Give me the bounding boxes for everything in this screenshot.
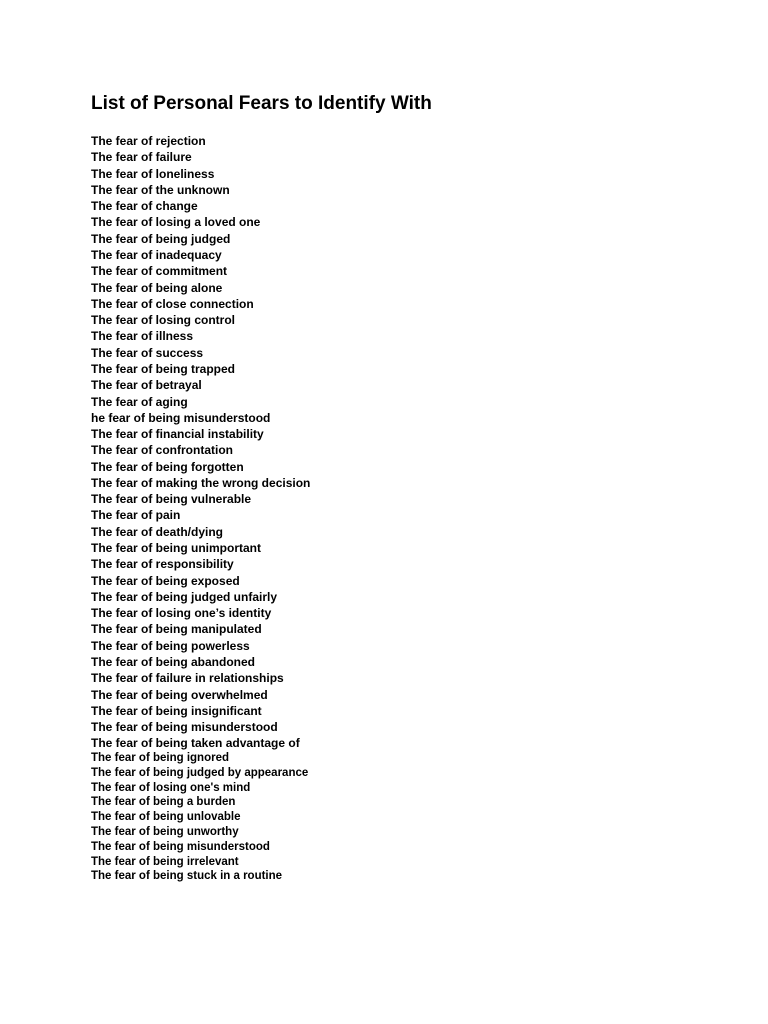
list-item: The fear of confrontation — [91, 443, 233, 458]
list-item: The fear of being ignored — [91, 752, 230, 764]
list-item: The fear of being unworthy — [91, 825, 239, 838]
list-item: The fear of being misunderstood — [91, 840, 270, 853]
fear-list-continued — [91, 751, 308, 884]
list-item: The fear of loneliness — [91, 166, 215, 181]
list-item: The fear of being overwhelmed — [91, 687, 268, 702]
fear-list — [91, 133, 310, 752]
list-item: The fear of success — [91, 345, 204, 360]
list-item: The fear of being misunderstood — [91, 720, 278, 735]
list-item: The fear of losing a loved one — [91, 215, 261, 230]
list-item: The fear of being judged by appearance — [91, 766, 309, 779]
list-item: The fear of being irrelevant — [91, 855, 239, 868]
list-item: The fear of being judged unfairly — [91, 589, 278, 604]
list-item: The fear of commitment — [91, 264, 228, 279]
list-item: The fear of being manipulated — [91, 622, 262, 637]
list-item: he fear of being misunderstood — [91, 410, 271, 425]
list-item: The fear of change — [91, 199, 198, 214]
document-title: List of Personal Fears to Identify With — [91, 93, 432, 114]
list-item: The fear of pain — [91, 508, 181, 523]
list-item: The fear of being unimportant — [91, 541, 261, 556]
list-item: The fear of being insignificant — [91, 703, 262, 718]
list-item: The fear of losing one’s identity — [91, 606, 272, 621]
list-item: The fear of being unlovable — [91, 811, 241, 824]
list-item: The fear of being taken advantage of — [91, 736, 300, 751]
list-item: The fear of failure — [91, 150, 192, 165]
list-item: The fear of rejection — [91, 134, 206, 148]
list-item: The fear of aging — [91, 394, 188, 409]
list-item: The fear of being a burden — [91, 796, 236, 809]
list-item: The fear of being trapped — [91, 361, 236, 376]
list-item: The fear of being abandoned — [91, 655, 256, 669]
list-item: The fear of being exposed — [91, 573, 240, 588]
list-item: The fear of losing control — [91, 313, 236, 328]
list-item: The fear of being forgotten — [91, 459, 244, 474]
list-item: The fear of responsibility — [91, 557, 234, 572]
list-item: The fear of being powerless — [91, 638, 250, 653]
list-item: The fear of being vulnerable — [91, 492, 252, 507]
list-item: The fear of the unknown — [91, 182, 230, 197]
list-item: The fear of failure in relationships — [91, 671, 284, 686]
list-item: The fear of close connection — [91, 296, 254, 311]
list-item: The fear of making the wrong decision — [91, 475, 311, 490]
list-item: The fear of financial instability — [91, 427, 264, 442]
list-item: The fear of death/dying — [91, 524, 224, 539]
list-item: The fear of being stuck in a routine — [91, 870, 283, 883]
list-item: The fear of being alone — [91, 280, 223, 295]
list-item: The fear of inadequacy — [91, 247, 222, 262]
list-item: The fear of losing one's mind — [91, 781, 251, 794]
list-item: The fear of being judged — [91, 231, 231, 246]
list-item: The fear of illness — [91, 329, 194, 344]
list-item: The fear of betrayal — [91, 378, 202, 393]
